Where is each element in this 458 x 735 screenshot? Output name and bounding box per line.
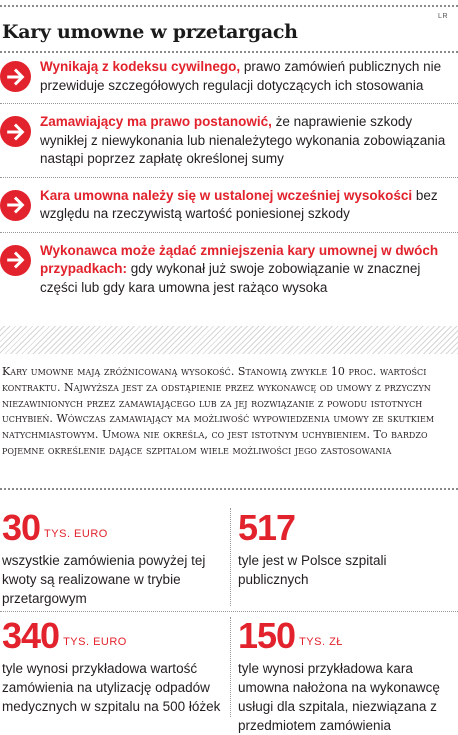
- author-credit: LR: [438, 13, 448, 20]
- stat-number: 517: [238, 507, 296, 548]
- key-point-body: prawo zamówień publicznych nie przewiduje szczegółowych regulacji dotyczących ich stosowania: [40, 59, 442, 93]
- divider: [0, 232, 458, 233]
- stat-description: tyle wynosi przykładowa wartość zamówienia na utylizację odpadów medycznych w szpitalu na 500 łóżek: [2, 661, 221, 714]
- arrow-right-icon: [0, 245, 31, 276]
- stat-unit: TYS. EURO: [63, 636, 127, 648]
- column-divider: [230, 508, 231, 606]
- stat-unit: TYS. EURO: [44, 528, 108, 540]
- key-point: [0, 58, 458, 95]
- divider: [0, 177, 458, 178]
- stat-block: [2, 507, 224, 608]
- key-point-body: bez względu na rzeczywistą wartość poniesionej szkody: [40, 187, 438, 221]
- stat-unit: TYS. ZŁ: [299, 636, 343, 648]
- key-point: [0, 242, 458, 298]
- key-point-body: gdy wykonał już swoje zobowiązanie w znacznej części lub gdy kara umowna jest rażąco wysoka: [40, 261, 421, 295]
- row-divider: [0, 611, 458, 612]
- stat-block: [238, 615, 453, 735]
- arrow-right-icon: [0, 116, 31, 147]
- arrow-right-icon: [0, 190, 31, 221]
- note-paragraph: Kary umowne mają zróżnicowaną wysokość. Stanowią zwykle 10 proc. wartości kontraktu. Najwyższa jest za odstąpienie przez wykonawcę od umowy z przyczyn niezawinionych przez zamawiającego lub za jej rozwiązanie z powodu istotnych uchybień. Wówczas zamawiający ma możliwość wypowiedzenia umowy ze skutkiem natychmiastowym. Umowa nie określa, co jest istotnym uchybieniem. To bardzo pojemne określenie dające szpitalom wiele możliwości jego zastosowania: [2, 365, 435, 457]
- key-point-text: [40, 113, 452, 169]
- key-point-text: [40, 58, 452, 95]
- stat-number: 340: [2, 615, 60, 656]
- stat-description: tyle jest w Polsce szpitali publicznych: [238, 553, 387, 587]
- stats-divider: [0, 488, 458, 490]
- stat-block: [2, 615, 224, 716]
- key-point-lead: Wykonawca może żądać zmniejszenia kary umownej w dwóch przypadkach:: [40, 242, 439, 276]
- stat-description: wszystkie zamówienia powyżej tej kwoty są realizowane w trybie przetargowym: [2, 553, 206, 606]
- key-point-lead: Kara umowna należy się w ustalonej wcześniej wysokości: [40, 187, 413, 203]
- column-divider: [230, 617, 231, 717]
- top-divider: [0, 5, 458, 9]
- key-point: [0, 113, 458, 169]
- key-point-text: [40, 187, 452, 224]
- key-point-lead: Zamawiający ma prawo postanowić,: [40, 114, 272, 129]
- key-point-body: że naprawienie szkody wynikłej z niewykonania lub nienależytego wykonania zobowiązania nastąpi poprzez zapłatę określonej sumy: [40, 114, 446, 166]
- divider: [0, 103, 458, 104]
- hatched-band: [0, 326, 458, 354]
- stat-number: 150: [238, 615, 296, 656]
- stat-block: [238, 507, 453, 589]
- key-point: [0, 187, 458, 224]
- stat-description: tyle wynosi przykładowa kara umowna nałożona na wykonawcę usługi dla szpitala, niezwiązana z przedmiotem zamówienia: [238, 661, 440, 733]
- page-title: Kary umowne w przetargach: [2, 21, 298, 43]
- title-divider: [0, 51, 458, 53]
- arrow-right-icon: [0, 61, 31, 92]
- stat-number: 30: [2, 507, 41, 548]
- key-point-text: [40, 242, 452, 298]
- key-points-list: [0, 58, 458, 297]
- key-point-lead: Wynikają z kodeksu cywilnego,: [40, 59, 241, 74]
